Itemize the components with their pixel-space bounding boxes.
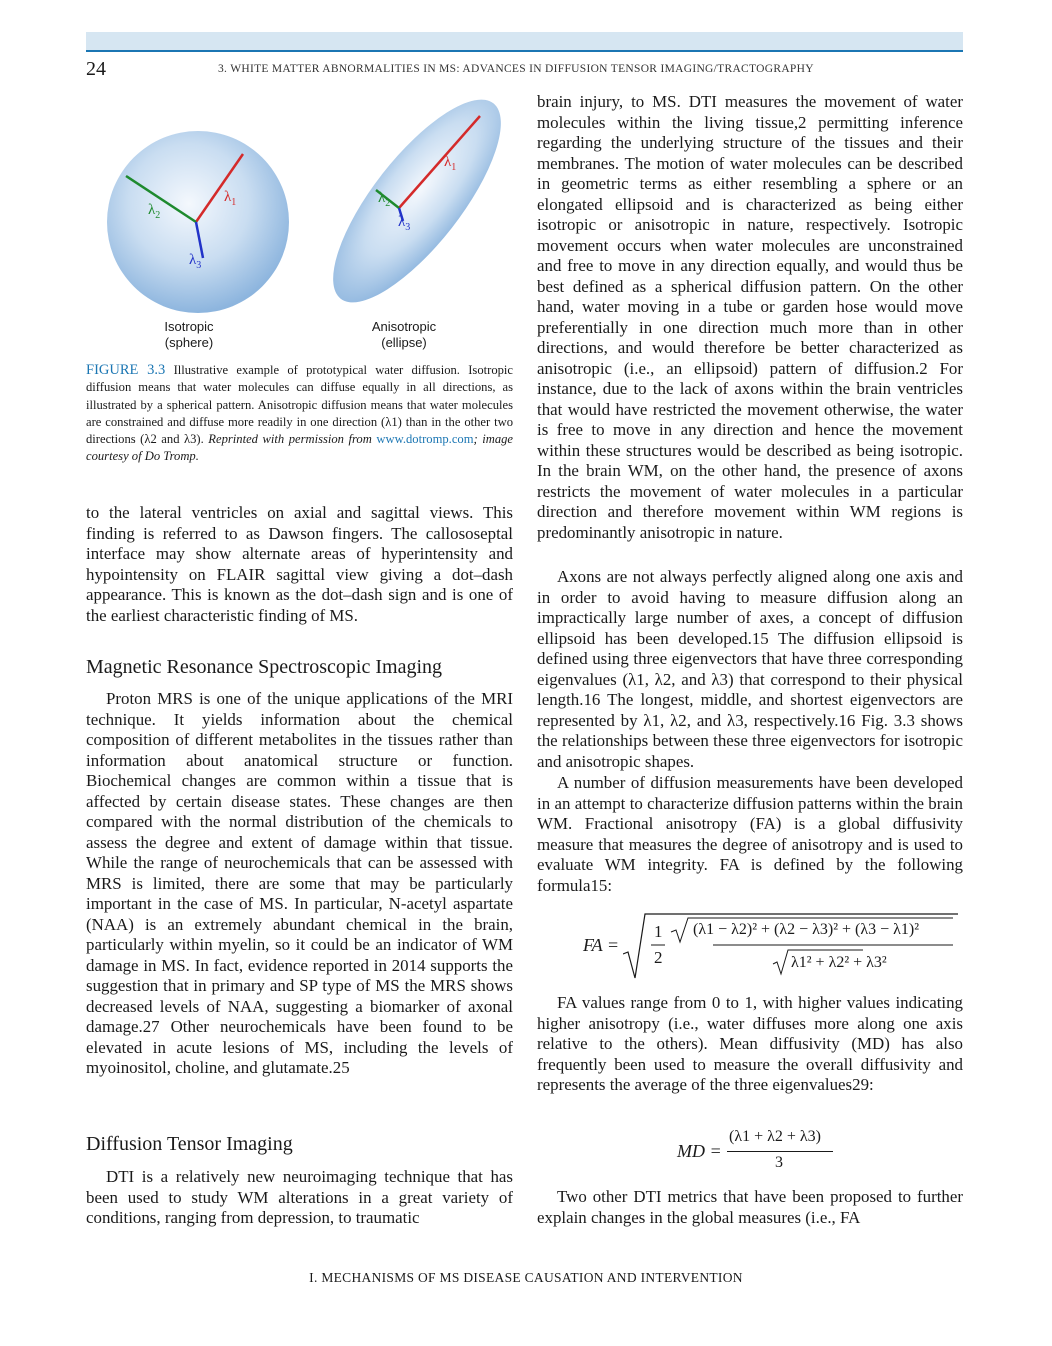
md-numerator: (λ1 + λ2 + λ3): [729, 1128, 821, 1145]
left-paragraph-3: DTI is a relatively new neuroimaging technique that has been used to study WM alterations in a great variety of conditions, ranging from depression, to traumatic: [86, 1167, 513, 1227]
caption-credit-pre: Reprinted with permission from: [208, 432, 372, 447]
fa-half-num: 1: [654, 922, 663, 941]
sphere-lambda3-label: $\lambda_3$: [189, 252, 202, 271]
anisotropic-label-line2: (ellipse): [381, 335, 427, 350]
ellipse-lambda1-label: $\lambda_1$: [444, 154, 457, 173]
md-equation: [677, 1128, 857, 1178]
figure-3-3: [86, 88, 513, 358]
running-head: 3. WHITE MATTER ABNORMALITIES IN MS: ADVANCES IN DIFFUSION TENSOR IMAGING/TRACTOGRAPHY: [218, 63, 814, 75]
page-number: 24: [86, 58, 106, 80]
right-paragraph-2: Axons are not always perfectly aligned along one axis and in order to avoid having to measure diffusion along an impractically large number of axes, a concept of diffusion ellipsoid has been developed.15 The diffusion ellipsoid is defined using three eigenvectors that have three corresponding eigenvalues (λ1, λ2, and λ3) that correspond to their physical length.16 The longest, middle, and shortest eigenvectors are represented by λ1, λ2, and λ3, respectively.16 Fig. 3.3 shows the relationships between these three eigenvectors for isotropic and anisotropic shapes.: [537, 567, 963, 771]
left-paragraph-1: to the lateral ventricles on axial and sagittal views. This finding is referred to as Dawson fingers. The callososeptal interface may show alternate areas of hyperintensity and hypointensity on FLAIR sagittal view giving a dot–dash appearance. This is known as the dot–dash sign and is one of the earliest characteristic finding of MS.: [86, 503, 513, 625]
left-paragraph-2: Proton MRS is one of the unique applications of the MRI technique. It yields information about the chemical composition of different metabolites in the tissues rather than information about anatomical structure or function. Biochemical changes are common within a tissue that is affected by certain disease states. These changes are then compared with the normal distribution of the chemicals to assess the degree and extent of damage within that tissue. While the range of neurochemicals that can be assessed with MRS is limited, there are some that may be particularly important in the case of MS. In particular, N-acetyl aspartate (NAA) is an extremely abundant chemical in the brain, particularly within myelin, so it could be an indicator of WM damage in MS. In fact, evidence reported in 2014 supports the suggestion that in primary and SP type of MS the MRS shows decreased levels of NAA, suggesting a biomarker of axonal damage.27 Other neurochemicals have been found to be elevated in acute lesions of MS, including the levels of myoinositol, choline, and glutamate.25: [86, 689, 513, 1077]
heading-dti: Diffusion Tensor Imaging: [86, 1133, 293, 1155]
ellipse-lambda2-label: $\lambda_2$: [378, 190, 391, 209]
md-denominator: 3: [775, 1154, 783, 1171]
caption-text: Illustrative example of prototypical water diffusion. Isotropic diffusion means that water molecules can diffuse equally in all directions, as illustrated by a spherical pattern. Anisotropic diffusion means that water molecules are constrained and diffuse more readily in one direction (λ1) than in the other two directions (λ2 and λ3).: [86, 363, 513, 447]
fa-half-den: 2: [654, 948, 663, 967]
right-paragraph-3: A number of diffusion measurements have been developed in an attempt to characterize diffusion patterns within the brain WM. Fractional anisotropy (FA) is a global diffusivity measure that measures the degree of anisotropy and is used to evaluate WM integrity. FA is defined by the following formula15:: [537, 773, 963, 895]
anisotropic-label: [349, 319, 459, 351]
caption-label: FIGURE 3.3: [86, 362, 166, 378]
page-footer: I. MECHANISMS OF MS DISEASE CAUSATION AND INTERVENTION: [309, 1270, 743, 1285]
isotropic-label-line1: Isotropic: [164, 319, 214, 334]
right-paragraph-1: brain injury, to MS. DTI measures the movement of water molecules within the living tissue,2 permitting inference regarding the underlying structure of the tissues and their membranes. The motion of water molecules can be described in geometric terms as either resembling a sphere or an elongated ellipsoid and is characterized as being either isotropic or anisotropic in nature, respectively. Isotropic movement occurs when water molecules are unconstrained and free to move in any direction equally, and would thus be best defined as a spherical diffusion pattern. On the other hand, water moving in a tube or garden hose would move preferentially in one direction much more than in other directions, and would therefore be better characterized as anisotropic (i.e., an ellipsoid) pattern of diffusion.2 For instance, due to the lack of axons within the brain ventricles that would have restricted the movement otherwise, the water is free to move in any direction and hence the movement within these structures would be described as being isotropic. In the brain WM, on the other hand, the presence of axons restricts the movement of water molecules in a particular direction and therefore movement within WM regions is predominantly anisotropic in nature.: [537, 92, 963, 542]
fa-equation: [583, 912, 963, 982]
figure-caption: [86, 362, 513, 466]
md-lhs: MD =: [677, 1141, 722, 1161]
fa-denominator: λ1² + λ2² + λ3²: [791, 954, 887, 971]
heading-mrs: Magnetic Resonance Spectroscopic Imaging: [86, 656, 442, 678]
right-paragraph-5: Two other DTI metrics that have been proposed to further explain changes in the global measures (i.e., FA: [537, 1187, 963, 1227]
caption-credit-post: ; image courtesy of Do Tromp.: [86, 432, 513, 464]
isotropic-sphere: [107, 131, 289, 313]
header-bar: [86, 32, 963, 52]
sphere-lambda1-label: $\lambda_1$: [224, 189, 237, 208]
sphere-lambda2-label: $\lambda_2$: [148, 202, 161, 221]
fa-lhs: FA =: [583, 935, 619, 955]
anisotropic-ellipse: [306, 88, 513, 326]
right-paragraph-4: FA values range from 0 to 1, with higher values indicating higher anisotropy (i.e., water diffuses more along one axis relative to the others). Mean diffusivity (MD) has also frequently been used to measure the overall diffusivity and represents the average of the three eigenvalues29:: [537, 993, 963, 1094]
ellipse-lambda3-label: $\lambda_3$: [398, 214, 411, 233]
isotropic-label: [134, 319, 244, 351]
md-fraction-bar: [727, 1151, 833, 1152]
anisotropic-label-line1: Anisotropic: [371, 319, 437, 334]
caption-link[interactable]: www.dotromp.com: [376, 432, 474, 447]
isotropic-label-line2: (sphere): [164, 335, 214, 350]
fa-numerator: (λ1 − λ2)² + (λ2 − λ3)² + (λ3 − λ1)²: [693, 921, 920, 938]
